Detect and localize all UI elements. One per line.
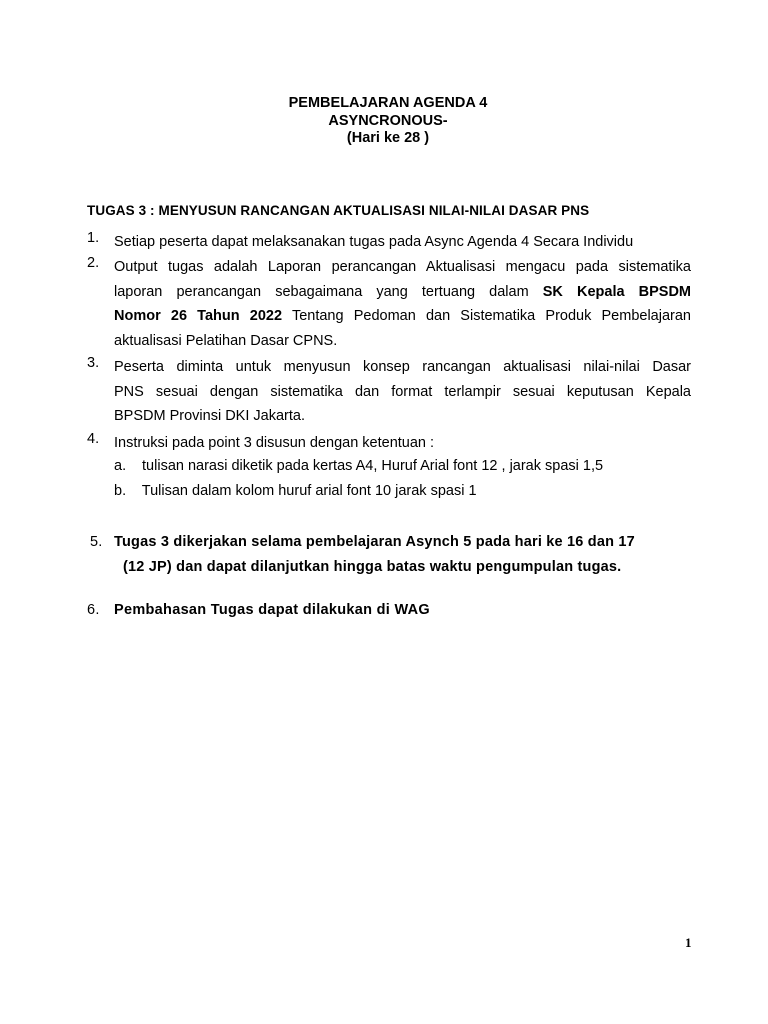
item-text-line: PNS sesuai dengan sistematika dan format terlampir sesuai keputusan Kepala [114,383,691,400]
item-text-line: BPSDM Provinsi DKI Jakarta. [114,408,305,424]
item-text: Tugas 3 dikerjakan selama pembelajaran Asynch 5 pada hari ke 16 dan 17 [114,534,635,550]
item-text-line [114,280,691,305]
item-text: Tentang Pedoman dan Sistematika Produk Pembelajaran [291,308,691,324]
item-number: 1. [87,230,100,246]
list-item [87,355,691,429]
sub-item-text: Tulisan dalam kolom huruf arial font 10 jarak spasi 1 [141,483,477,499]
item-number: 5. [90,534,103,550]
decree-reference: SK Kepala BPSDM [542,283,691,300]
item-text-line [114,304,691,329]
document-day: (Hari ke 28 ) [346,130,430,146]
sub-item-marker: b. [114,483,127,499]
item-number: 6. [87,602,100,618]
document-title: PEMBELAJARAN AGENDA 4 [288,95,488,111]
list-item [87,602,430,618]
list-item [87,230,691,255]
sub-list-item [114,483,477,499]
item-text-line: Peserta diminta untuk menyusun konsep rancangan aktualisasi nilai-nilai Dasar [114,359,691,375]
item-text: Pembahasan Tugas dapat dilakukan di WAG [114,602,431,618]
sub-list-item [114,458,603,474]
item-text-continuation: (12 JP) dan dapat dilanjutkan hingga batas waktu pengumpulan tugas. [123,559,622,575]
task-heading: TUGAS 3 : MENYUSUN RANCANGAN AKTUALISASI NILAI-NILAI DASAR PNS [87,203,590,218]
list-item [87,431,691,456]
item-number: 3. [87,355,100,371]
list-item [90,534,635,550]
item-text: Setiap peserta dapat melaksanakan tugas pada Async Agenda 4 Secara Individu [114,234,634,250]
page-number: 1 [685,935,692,950]
item-text: laporan perancangan sebagaimana yang tertuang dalam [114,283,529,300]
decree-number: Nomor 26 Tahun 2022 [114,308,283,324]
sub-item-text: tulisan narasi diketik pada kertas A4, Huruf Arial font 12 , jarak spasi 1,5 [142,458,604,474]
sub-item-marker: a. [114,458,127,474]
item-text: Instruksi pada point 3 disusun dengan ketentuan : [114,435,435,451]
list-item [87,255,691,353]
item-text-line: Output tugas adalah Laporan perancangan Aktualisasi mengacu pada sistematika [114,259,691,275]
document-subtitle: ASYNCRONOUS- [328,113,448,129]
item-number: 4. [87,431,100,447]
item-number: 2. [87,255,100,271]
item-text-line: aktualisasi Pelatihan Dasar CPNS. [114,332,338,349]
